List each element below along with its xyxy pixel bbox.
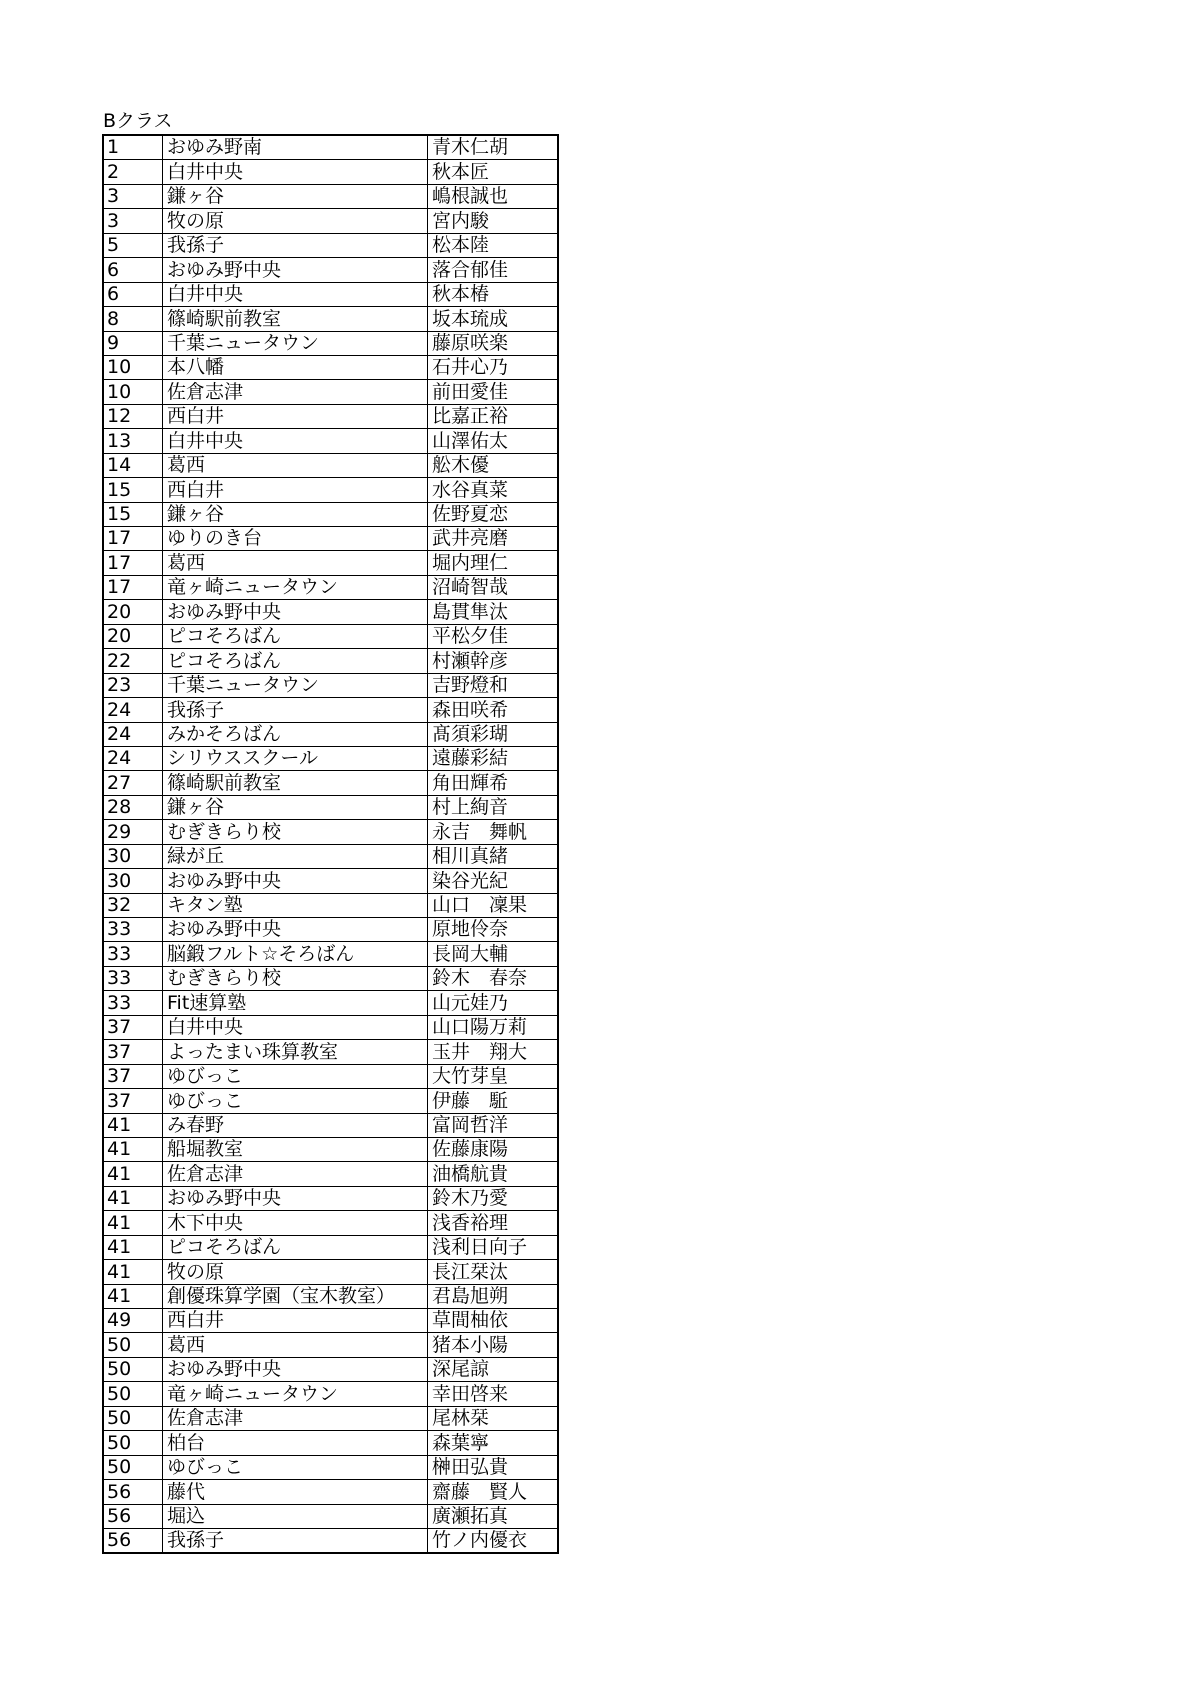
table-row (103, 1137, 558, 1161)
table-row (103, 1260, 558, 1284)
table-row (103, 453, 558, 477)
school-cell: 葛西 (163, 1333, 428, 1357)
school-cell: 我孫子 (163, 233, 428, 257)
table-row (103, 380, 558, 404)
rank-cell: 24 (103, 722, 163, 746)
name-cell: 島貫隼汰 (428, 600, 559, 624)
rank-cell: 41 (103, 1186, 163, 1210)
table-row (103, 404, 558, 428)
name-cell: 大竹芽皇 (428, 1064, 559, 1088)
name-cell: 相川真緒 (428, 844, 559, 868)
table-row (103, 1211, 558, 1235)
school-cell: ゆびっこ (163, 1089, 428, 1113)
table-row (103, 307, 558, 331)
school-cell: 鎌ヶ谷 (163, 184, 428, 208)
school-cell: 木下中央 (163, 1211, 428, 1235)
rank-cell: 14 (103, 453, 163, 477)
school-cell: 西白井 (163, 1309, 428, 1333)
table-row (103, 575, 558, 599)
table-row (103, 893, 558, 917)
school-cell: 千葉ニュータウン (163, 331, 428, 355)
name-cell: 廣瀬拓真 (428, 1504, 559, 1528)
name-cell: 角田輝希 (428, 771, 559, 795)
table-row (103, 1357, 558, 1381)
table-row (103, 600, 558, 624)
school-cell: 佐倉志津 (163, 1406, 428, 1430)
school-cell: 船堀教室 (163, 1137, 428, 1161)
table-row (103, 844, 558, 868)
rank-cell: 33 (103, 942, 163, 966)
results-table (102, 134, 559, 1554)
rank-cell: 2 (103, 160, 163, 184)
school-cell: 千葉ニュータウン (163, 673, 428, 697)
name-cell: 尾林栞 (428, 1406, 559, 1430)
name-cell: 富岡哲洋 (428, 1113, 559, 1137)
school-cell: おゆみ野中央 (163, 918, 428, 942)
name-cell: 鈴木 春奈 (428, 966, 559, 990)
table-row (103, 478, 558, 502)
name-cell: 水谷真菜 (428, 478, 559, 502)
table-row (103, 160, 558, 184)
rank-cell: 49 (103, 1309, 163, 1333)
table-row (103, 1113, 558, 1137)
rank-cell: 10 (103, 380, 163, 404)
table-row (103, 1089, 558, 1113)
name-cell: 前田愛佳 (428, 380, 559, 404)
table-row (103, 233, 558, 257)
name-cell: 坂本琉成 (428, 307, 559, 331)
school-cell: み春野 (163, 1113, 428, 1137)
school-cell: 西白井 (163, 404, 428, 428)
school-cell: Fit速算塾 (163, 991, 428, 1015)
table-row (103, 1333, 558, 1357)
rank-cell: 27 (103, 771, 163, 795)
school-cell: みかそろばん (163, 722, 428, 746)
table-row (103, 698, 558, 722)
rank-cell: 41 (103, 1211, 163, 1235)
school-cell: ゆびっこ (163, 1455, 428, 1479)
name-cell: 青木仁胡 (428, 135, 559, 160)
school-cell: よったまい珠算教室 (163, 1040, 428, 1064)
school-cell: 藤代 (163, 1480, 428, 1504)
name-cell: 君島旭朔 (428, 1284, 559, 1308)
rank-cell: 32 (103, 893, 163, 917)
name-cell: 佐藤康陽 (428, 1137, 559, 1161)
school-cell: 篠崎駅前教室 (163, 307, 428, 331)
school-cell: 白井中央 (163, 1015, 428, 1039)
table-row (103, 991, 558, 1015)
school-cell: 白井中央 (163, 160, 428, 184)
rank-cell: 8 (103, 307, 163, 331)
school-cell: ピコそろばん (163, 649, 428, 673)
name-cell: 幸田啓来 (428, 1382, 559, 1406)
name-cell: 堀内理仁 (428, 551, 559, 575)
rank-cell: 29 (103, 820, 163, 844)
table-row (103, 820, 558, 844)
rank-cell: 33 (103, 991, 163, 1015)
rank-cell: 33 (103, 918, 163, 942)
table-row (103, 1309, 558, 1333)
table-row (103, 673, 558, 697)
rank-cell: 15 (103, 502, 163, 526)
table-row (103, 1015, 558, 1039)
school-cell: 佐倉志津 (163, 380, 428, 404)
name-cell: 落合郁佳 (428, 258, 559, 282)
rank-cell: 15 (103, 478, 163, 502)
rank-cell: 37 (103, 1064, 163, 1088)
class-title: Bクラス (103, 110, 173, 132)
rank-cell: 56 (103, 1480, 163, 1504)
name-cell: 油橋航貴 (428, 1162, 559, 1186)
school-cell: おゆみ野南 (163, 135, 428, 160)
table-row (103, 135, 558, 160)
table-row (103, 209, 558, 233)
table-row (103, 429, 558, 453)
rank-cell: 24 (103, 746, 163, 770)
table-row (103, 1382, 558, 1406)
name-cell: 竹ノ内優衣 (428, 1528, 559, 1553)
name-cell: 永吉 舞帆 (428, 820, 559, 844)
rank-cell: 6 (103, 282, 163, 306)
rank-cell: 41 (103, 1284, 163, 1308)
table-row (103, 1040, 558, 1064)
school-cell: むぎきらり校 (163, 966, 428, 990)
school-cell: おゆみ野中央 (163, 869, 428, 893)
school-cell: 竜ヶ崎ニュータウン (163, 575, 428, 599)
school-cell: 脳鍛フルト☆そろばん (163, 942, 428, 966)
rank-cell: 30 (103, 844, 163, 868)
name-cell: 舩木優 (428, 453, 559, 477)
name-cell: 山澤佑太 (428, 429, 559, 453)
table-row (103, 1455, 558, 1479)
school-cell: 篠崎駅前教室 (163, 771, 428, 795)
table-row (103, 746, 558, 770)
rank-cell: 50 (103, 1333, 163, 1357)
table-row (103, 1406, 558, 1430)
table-row (103, 184, 558, 208)
name-cell: 榊田弘貴 (428, 1455, 559, 1479)
table-row (103, 1480, 558, 1504)
name-cell: 原地伶奈 (428, 918, 559, 942)
school-cell: 白井中央 (163, 282, 428, 306)
name-cell: 平松夕佳 (428, 624, 559, 648)
rank-cell: 24 (103, 698, 163, 722)
school-cell: 西白井 (163, 478, 428, 502)
table-row (103, 966, 558, 990)
table-row (103, 502, 558, 526)
school-cell: おゆみ野中央 (163, 600, 428, 624)
rank-cell: 17 (103, 527, 163, 551)
school-cell: 堀込 (163, 1504, 428, 1528)
rank-cell: 50 (103, 1382, 163, 1406)
table-row (103, 1064, 558, 1088)
rank-cell: 41 (103, 1113, 163, 1137)
school-cell: 葛西 (163, 453, 428, 477)
school-cell: 創優珠算学園（宝木教室） (163, 1284, 428, 1308)
name-cell: 秋本椿 (428, 282, 559, 306)
rank-cell: 50 (103, 1455, 163, 1479)
rank-cell: 37 (103, 1089, 163, 1113)
school-cell: ゆりのき台 (163, 527, 428, 551)
name-cell: 長江栞汰 (428, 1260, 559, 1284)
school-cell: 我孫子 (163, 1528, 428, 1553)
name-cell: 染谷光紀 (428, 869, 559, 893)
name-cell: 宮内駿 (428, 209, 559, 233)
table-row (103, 1235, 558, 1259)
name-cell: 髙須彩瑚 (428, 722, 559, 746)
rank-cell: 22 (103, 649, 163, 673)
table-row (103, 649, 558, 673)
name-cell: 村瀬幹彦 (428, 649, 559, 673)
name-cell: 藤原咲楽 (428, 331, 559, 355)
name-cell: 比嘉正裕 (428, 404, 559, 428)
name-cell: 山口 凜果 (428, 893, 559, 917)
school-cell: おゆみ野中央 (163, 1357, 428, 1381)
name-cell: 村上絢音 (428, 795, 559, 819)
school-cell: 鎌ヶ谷 (163, 502, 428, 526)
name-cell: 山元娃乃 (428, 991, 559, 1015)
name-cell: 遠藤彩結 (428, 746, 559, 770)
school-cell: 鎌ヶ谷 (163, 795, 428, 819)
rank-cell: 20 (103, 600, 163, 624)
school-cell: おゆみ野中央 (163, 1186, 428, 1210)
rank-cell: 3 (103, 184, 163, 208)
rank-cell: 41 (103, 1137, 163, 1161)
table-row (103, 331, 558, 355)
school-cell: 緑が丘 (163, 844, 428, 868)
rank-cell: 41 (103, 1235, 163, 1259)
school-cell: 本八幡 (163, 355, 428, 379)
rank-cell: 5 (103, 233, 163, 257)
school-cell: 竜ヶ崎ニュータウン (163, 1382, 428, 1406)
name-cell: 石井心乃 (428, 355, 559, 379)
rank-cell: 50 (103, 1406, 163, 1430)
name-cell: 武井亮磨 (428, 527, 559, 551)
school-cell: ピコそろばん (163, 1235, 428, 1259)
rank-cell: 28 (103, 795, 163, 819)
rank-cell: 50 (103, 1431, 163, 1455)
school-cell: 葛西 (163, 551, 428, 575)
name-cell: 森葉寧 (428, 1431, 559, 1455)
rank-cell: 56 (103, 1504, 163, 1528)
rank-cell: 12 (103, 404, 163, 428)
school-cell: おゆみ野中央 (163, 258, 428, 282)
name-cell: 山口陽万莉 (428, 1015, 559, 1039)
table-row (103, 771, 558, 795)
table-row (103, 527, 558, 551)
rank-cell: 56 (103, 1528, 163, 1553)
name-cell: 沼崎智哉 (428, 575, 559, 599)
name-cell: 浅香裕理 (428, 1211, 559, 1235)
name-cell: 佐野夏恋 (428, 502, 559, 526)
school-cell: 白井中央 (163, 429, 428, 453)
name-cell: 猪本小陽 (428, 1333, 559, 1357)
school-cell: 佐倉志津 (163, 1162, 428, 1186)
rank-cell: 10 (103, 355, 163, 379)
name-cell: 秋本匠 (428, 160, 559, 184)
rank-cell: 23 (103, 673, 163, 697)
name-cell: 草間柚依 (428, 1309, 559, 1333)
name-cell: 齋藤 賢人 (428, 1480, 559, 1504)
name-cell: 浅利日向子 (428, 1235, 559, 1259)
rank-cell: 13 (103, 429, 163, 453)
name-cell: 松本陸 (428, 233, 559, 257)
table-row (103, 1528, 558, 1553)
table-row (103, 1162, 558, 1186)
table-row (103, 551, 558, 575)
table-row (103, 624, 558, 648)
name-cell: 伊藤 駈 (428, 1089, 559, 1113)
table-row (103, 795, 558, 819)
school-cell: ゆびっこ (163, 1064, 428, 1088)
table-row (103, 869, 558, 893)
rank-cell: 17 (103, 551, 163, 575)
name-cell: 長岡大輔 (428, 942, 559, 966)
rank-cell: 1 (103, 135, 163, 160)
rank-cell: 50 (103, 1357, 163, 1381)
name-cell: 鈴木乃愛 (428, 1186, 559, 1210)
table-row (103, 1284, 558, 1308)
table-row (103, 355, 558, 379)
table-row (103, 282, 558, 306)
results-table-body (103, 135, 558, 1553)
name-cell: 吉野燈和 (428, 673, 559, 697)
name-cell: 玉井 翔大 (428, 1040, 559, 1064)
rank-cell: 30 (103, 869, 163, 893)
table-row (103, 1504, 558, 1528)
table-row (103, 258, 558, 282)
rank-cell: 20 (103, 624, 163, 648)
rank-cell: 9 (103, 331, 163, 355)
name-cell: 嶋根誠也 (428, 184, 559, 208)
rank-cell: 41 (103, 1260, 163, 1284)
school-cell: 柏台 (163, 1431, 428, 1455)
rank-cell: 6 (103, 258, 163, 282)
school-cell: 我孫子 (163, 698, 428, 722)
table-row (103, 1186, 558, 1210)
table-row (103, 942, 558, 966)
school-cell: シリウススクール (163, 746, 428, 770)
name-cell: 深尾諒 (428, 1357, 559, 1381)
school-cell: ピコそろばん (163, 624, 428, 648)
rank-cell: 33 (103, 966, 163, 990)
rank-cell: 17 (103, 575, 163, 599)
school-cell: むぎきらり校 (163, 820, 428, 844)
rank-cell: 37 (103, 1040, 163, 1064)
school-cell: キタン塾 (163, 893, 428, 917)
table-row (103, 722, 558, 746)
name-cell: 森田咲希 (428, 698, 559, 722)
rank-cell: 41 (103, 1162, 163, 1186)
school-cell: 牧の原 (163, 1260, 428, 1284)
rank-cell: 37 (103, 1015, 163, 1039)
school-cell: 牧の原 (163, 209, 428, 233)
table-row (103, 918, 558, 942)
rank-cell: 3 (103, 209, 163, 233)
table-row (103, 1431, 558, 1455)
